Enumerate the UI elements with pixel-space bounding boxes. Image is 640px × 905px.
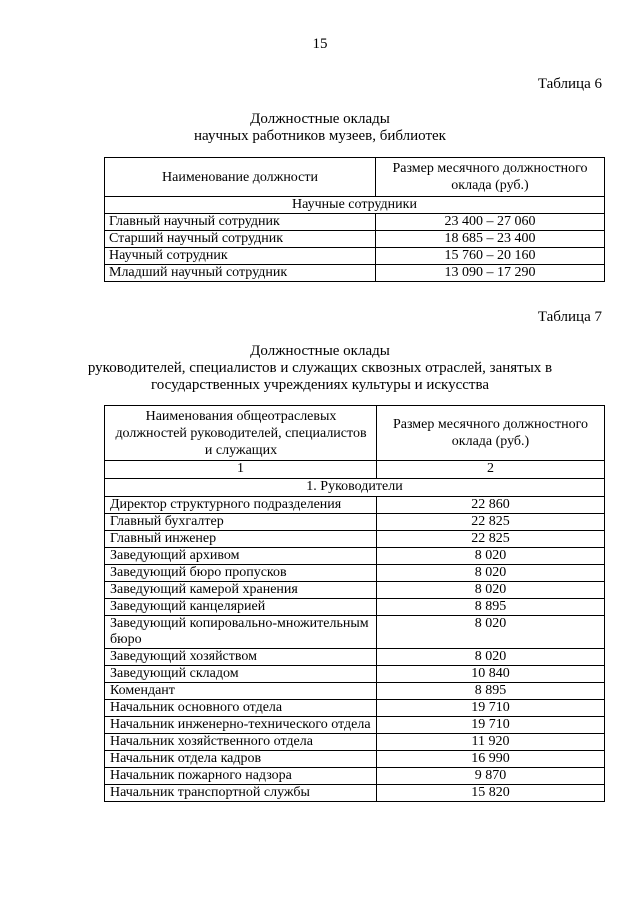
- salary-value: 23 400 – 27 060: [376, 214, 605, 231]
- table7-title-line3: государственных учреждениях культуры и искусства: [150, 377, 490, 393]
- table6-header-salary: Размер месячного должностного оклада (руб.): [376, 158, 605, 197]
- position-name: Заведующий хозяйством: [105, 649, 377, 666]
- table6-header-name: Наименование должности: [105, 158, 376, 197]
- table-row: [105, 649, 605, 666]
- position-name: Заведующий архивом: [105, 548, 377, 565]
- position-name: Комендант: [105, 683, 377, 700]
- table7-header-salary: Размер месячного должностного оклада (руб.): [377, 406, 605, 461]
- position-name: Главный научный сотрудник: [105, 214, 376, 231]
- salary-value: 22 825: [377, 531, 605, 548]
- salary-value: 15 820: [377, 785, 605, 802]
- table-row: [105, 248, 605, 265]
- salary-value: 8 020: [377, 649, 605, 666]
- table6: [104, 157, 605, 282]
- table7-title: [60, 343, 580, 394]
- table7-section: 1. Руководители: [105, 479, 605, 497]
- table-row: [105, 497, 605, 514]
- table6-section: Научные сотрудники: [105, 197, 605, 214]
- table-row: [105, 717, 605, 734]
- table-row: [105, 599, 605, 616]
- position-name: Заведующий камерой хранения: [105, 582, 377, 599]
- salary-value: 8 020: [377, 616, 605, 649]
- position-name: Главный инженер: [105, 531, 377, 548]
- table7: [104, 405, 605, 802]
- position-name: Заведующий бюро пропусков: [105, 565, 377, 582]
- table-row: [105, 734, 605, 751]
- table-row: [105, 666, 605, 683]
- table-row: [105, 565, 605, 582]
- table-row: [105, 214, 605, 231]
- salary-value: 11 920: [377, 734, 605, 751]
- table6-title: [60, 111, 580, 145]
- salary-value: 8 020: [377, 582, 605, 599]
- salary-value: 18 685 – 23 400: [376, 231, 605, 248]
- table-row: [105, 548, 605, 565]
- table-row: [105, 683, 605, 700]
- table-row: [105, 582, 605, 599]
- table-row: [105, 616, 605, 649]
- table-row: [105, 531, 605, 548]
- table-row: [105, 265, 605, 282]
- salary-value: 15 760 – 20 160: [376, 248, 605, 265]
- page-number: 15: [312, 36, 328, 52]
- table6-title-line1: Должностные оклады: [250, 111, 390, 127]
- position-name: Старший научный сотрудник: [105, 231, 376, 248]
- position-name: Начальник инженерно-технического отдела: [105, 717, 377, 734]
- table7-label: Таблица 7: [537, 309, 602, 325]
- position-name: Научный сотрудник: [105, 248, 376, 265]
- salary-value: 9 870: [377, 768, 605, 785]
- salary-value: 22 825: [377, 514, 605, 531]
- position-name: Заведующий складом: [105, 666, 377, 683]
- position-name: Начальник отдела кадров: [105, 751, 377, 768]
- table-row: [105, 785, 605, 802]
- position-name: Начальник транспортной службы: [105, 785, 377, 802]
- position-name: Начальник пожарного надзора: [105, 768, 377, 785]
- salary-value: 16 990: [377, 751, 605, 768]
- table7-colnum-2: 2: [377, 461, 605, 479]
- position-name: Заведующий канцелярией: [105, 599, 377, 616]
- table6-label: Таблица 6: [537, 76, 602, 92]
- position-name: Начальник хозяйственного отдела: [105, 734, 377, 751]
- salary-value: 22 860: [377, 497, 605, 514]
- table7-header-name: Наименования общеотраслевых должностей руководителей, специалистов и служащих: [105, 406, 377, 461]
- salary-value: 10 840: [377, 666, 605, 683]
- salary-value: 19 710: [377, 700, 605, 717]
- salary-value: 8 020: [377, 565, 605, 582]
- table-row: [105, 700, 605, 717]
- position-name: Заведующий копировально-множительным бюро: [105, 616, 377, 649]
- position-name: Младший научный сотрудник: [105, 265, 376, 282]
- salary-value: 8 895: [377, 683, 605, 700]
- salary-value: 8 895: [377, 599, 605, 616]
- table7-title-line1: Должностные оклады: [250, 343, 390, 359]
- table7-colnum-1: 1: [105, 461, 377, 479]
- position-name: Директор структурного подразделения: [105, 497, 377, 514]
- table6-title-line2: научных работников музеев, библиотек: [194, 128, 446, 144]
- salary-value: 19 710: [377, 717, 605, 734]
- table7-title-line2: руководителей, специалистов и служащих сквозных отраслей, занятых в: [87, 360, 553, 376]
- table-row: [105, 768, 605, 785]
- table-row: [105, 751, 605, 768]
- table-row: [105, 514, 605, 531]
- salary-value: 13 090 – 17 290: [376, 265, 605, 282]
- table-row: [105, 231, 605, 248]
- salary-value: 8 020: [377, 548, 605, 565]
- position-name: Начальник основного отдела: [105, 700, 377, 717]
- position-name: Главный бухгалтер: [105, 514, 377, 531]
